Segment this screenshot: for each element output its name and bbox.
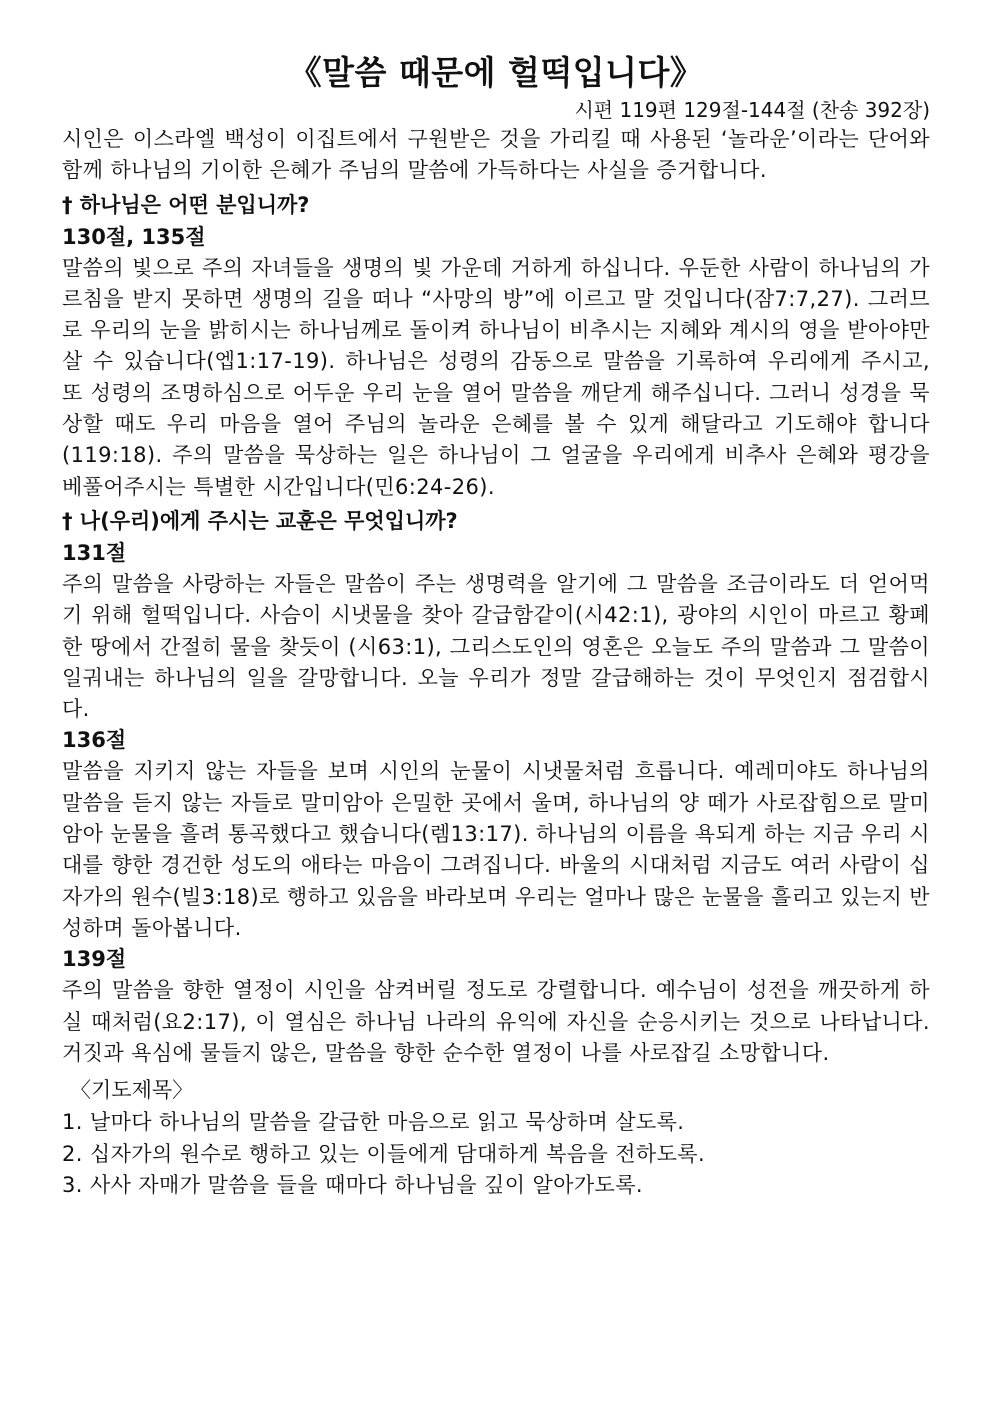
prayer-list xyxy=(62,1107,930,1202)
document-title: 《말씀 때문에 헐떡입니다》 xyxy=(288,53,704,92)
section-paragraph: 말씀의 빛으로 주의 자녀들을 생명의 빛 가운데 거하게 하십니다. 우둔한 사람이 하나님의 가르침을 받지 못하면 생명의 길을 떠나 “사망의 방”에 이르고 말 것입니다(잠7:7,27). 그러므로 우리의 눈을 밝히시는 하나님께로 돌이켜 하나님이 비추시는 지혜와 계시의 영을 받아야만 살 수 있습니다(엡1:17-19). 하나님은 성령의 감동으로 말씀을 기록하여 우리에게 주시고, 또 성령의 조명하심으로 어두운 우리 눈을 열어 말씀을 깨닫게 해주십니다. 그러니 성경을 묵상할 때도 우리 마음을 열어 주님의 놀라운 은혜를 볼 수 있게 해달라고 기도해야 합니다(119:18). 주의 말씀을 묵상하는 일은 하나님이 그 얼굴을 우리에게 비추사 은혜와 평강을 베풀어주시는 특별한 시간입니다(민6:24-26). xyxy=(62,255,930,499)
section-paragraph: 주의 말씀을 향한 열정이 시인을 삼켜버릴 정도로 강렬합니다. 예수님이 성전을 깨끗하게 하실 때처럼(요2:17), 이 열심은 하나님 나라의 유익에 자신을 순응시키는 것으로 나타납니다. 거짓과 욕심에 물들지 않은, 말씀을 향한 순수한 열정이 나를 사로잡길 소망합니다. xyxy=(62,978,930,1065)
question-heading-1: † 하나님은 어떤 분입니까? xyxy=(62,192,310,217)
prayer-item: 3. 사사 자매가 말씀을 들을 때마다 하나님을 깊이 알아가도록. xyxy=(62,1173,643,1198)
intro-paragraph: 시인은 이스라엘 백성이 이집트에서 구원받은 것을 가리킬 때 사용된 ‘놀라운’이라는 단어와 함께 하나님의 기이한 은혜가 주님의 말씀에 가득하다는 사실을 증거합니다. xyxy=(62,127,930,183)
section-paragraph: 주의 말씀을 사랑하는 자들은 말씀이 주는 생명력을 알기에 그 말씀을 조금이라도 더 얻어먹기 위해 헐떡입니다. 사슴이 시냇물을 찾아 갈급함같이(시42:1), 광야의 시인이 마르고 황폐한 땅에서 간절히 물을 찾듯이 (시63:1), 그리스도인의 영혼은 오늘도 주의 말씀과 그 말씀이 일궈내는 하나님의 일을 갈망합니다. 오늘 우리가 정말 갈급해하는 것이 무엇인지 점검합시다. xyxy=(62,571,930,722)
verse-label: 131절 xyxy=(62,540,127,565)
section-paragraph: 말씀을 지키지 않는 자들을 보며 시인의 눈물이 시냇물처럼 흐릅니다. 예레미야도 하나님의 말씀을 듣지 않는 자들로 말미암아 은밀한 곳에서 울며, 하나님의 양 떼가 사로잡힘으로 말미암아 눈물을 흘려 통곡했다고 했습니다(렘13:17). 하나님의 이름을 욕되게 하는 지금 우리 시대를 향한 경건한 성도의 애타는 마음이 그려집니다. 바울의 시대처럼 지금도 여러 사람이 십자가의 원수(빌3:18)로 행하고 있음을 바라보며 우리는 얼마나 많은 눈물을 흘리고 있는지 반성하며 돌아봅니다. xyxy=(62,759,930,940)
question-heading-2: † 나(우리)에게 주시는 교훈은 무엇입니까? xyxy=(62,508,458,533)
prayer-heading: 〈기도제목〉 xyxy=(70,1078,194,1103)
verse-label: 139절 xyxy=(62,947,127,972)
prayer-item: 1. 날마다 하나님의 말씀을 갈급한 마음으로 읽고 묵상하며 살도록. xyxy=(62,1110,685,1135)
prayer-item: 2. 십자가의 원수로 행하고 있는 이들에게 담대하게 복음을 전하도록. xyxy=(62,1141,706,1166)
scripture-reference: 시편 119편 129절-144절 (찬송 392장) xyxy=(574,98,930,122)
verse-label: 136절 xyxy=(62,728,127,753)
verse-label: 130절, 135절 xyxy=(62,224,206,249)
